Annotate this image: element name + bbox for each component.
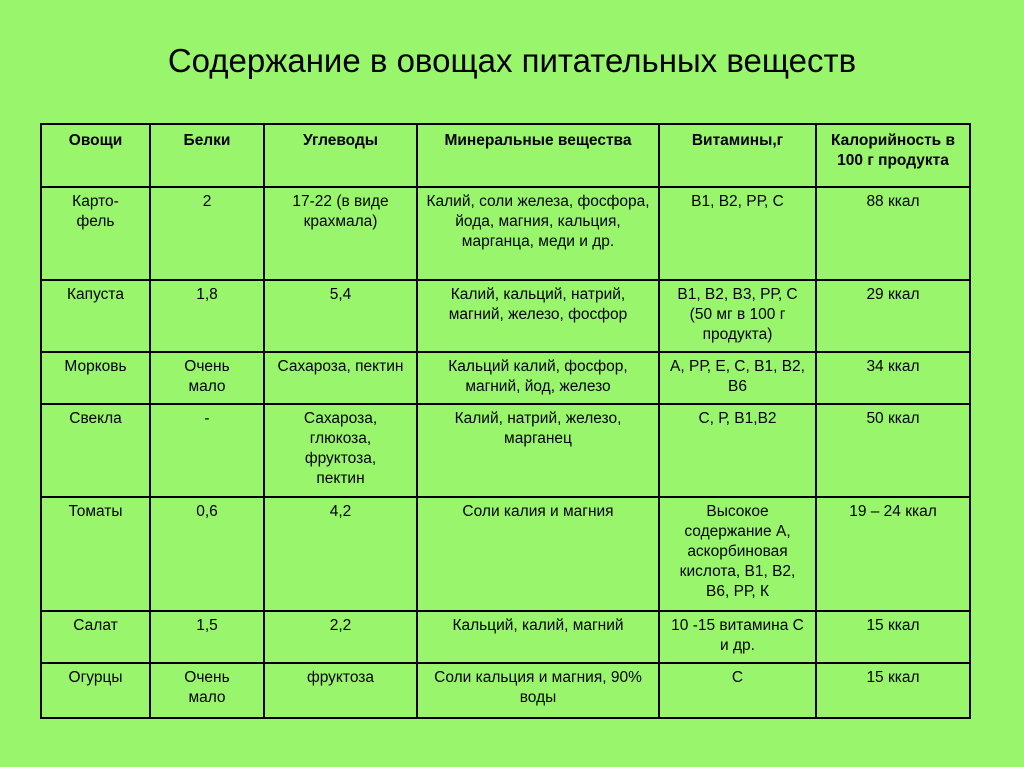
table-row bbox=[41, 280, 970, 352]
cell-carbohydrates: Сахароза, глюкоза, фруктоза, пектин bbox=[264, 404, 417, 497]
cell-carbohydrates: фруктоза bbox=[264, 663, 417, 718]
cell-proteins: 2 bbox=[150, 187, 264, 280]
header-calories: Калорийность в 100 г продукта bbox=[816, 124, 970, 187]
cell-minerals: Калий, кальций, натрий, магний, железо, фосфор bbox=[417, 280, 659, 352]
page-title: Содержание в овощах питательных веществ bbox=[167, 42, 857, 79]
cell-minerals: Соли кальция и магния, 90% воды bbox=[417, 663, 659, 718]
header-proteins: Белки bbox=[150, 124, 264, 187]
cell-vegetable: Свекла bbox=[41, 404, 150, 497]
table-row bbox=[41, 352, 970, 404]
cell-vegetable: Томаты bbox=[41, 497, 150, 611]
cell-carbohydrates: 17-22 (в виде крахмала) bbox=[264, 187, 417, 280]
cell-calories: 19 – 24 ккал bbox=[816, 497, 970, 611]
cell-proteins: - bbox=[150, 404, 264, 497]
cell-calories: 34 ккал bbox=[816, 352, 970, 404]
cell-vegetable: Огурцы bbox=[41, 663, 150, 718]
cell-vegetable: Салат bbox=[41, 611, 150, 663]
cell-minerals: Кальций, калий, магний bbox=[417, 611, 659, 663]
header-minerals: Минеральные вещества bbox=[417, 124, 659, 187]
cell-vitamins: А, РР, Е, С, В1, В2, В6 bbox=[659, 352, 816, 404]
table-row bbox=[41, 611, 970, 663]
cell-vegetable: Капуста bbox=[41, 280, 150, 352]
cell-vitamins: С bbox=[659, 663, 816, 718]
cell-vitamins: 10 -15 витамина С и др. bbox=[659, 611, 816, 663]
header-carbohydrates: Углеводы bbox=[264, 124, 417, 187]
cell-vitamins: В1, В2, РР, С bbox=[659, 187, 816, 280]
nutrients-table bbox=[40, 123, 971, 719]
cell-carbohydrates: 2,2 bbox=[264, 611, 417, 663]
table-row bbox=[41, 663, 970, 718]
cell-proteins: 1,5 bbox=[150, 611, 264, 663]
cell-proteins: 1,8 bbox=[150, 280, 264, 352]
cell-vitamins: В1, В2, В3, РР, С (50 мг в 100 г продукта) bbox=[659, 280, 816, 352]
cell-calories: 50 ккал bbox=[816, 404, 970, 497]
cell-carbohydrates: 4,2 bbox=[264, 497, 417, 611]
table-header-row bbox=[41, 124, 970, 187]
cell-calories: 15 ккал bbox=[816, 663, 970, 718]
cell-calories: 15 ккал bbox=[816, 611, 970, 663]
header-vitamins: Витамины,г bbox=[659, 124, 816, 187]
cell-vegetable: Карто-фель bbox=[41, 187, 150, 280]
cell-vegetable: Морковь bbox=[41, 352, 150, 404]
cell-proteins: 0,6 bbox=[150, 497, 264, 611]
cell-proteins: Очень мало bbox=[150, 663, 264, 718]
table-row bbox=[41, 187, 970, 280]
cell-minerals: Соли калия и магния bbox=[417, 497, 659, 611]
cell-vitamins: Высокое содержание А, аскорбиновая кислота, В1, В2, В6, РР, К bbox=[659, 497, 816, 611]
cell-minerals: Калий, соли железа, фосфора, йода, магния, кальция, марганца, меди и др. bbox=[417, 187, 659, 280]
cell-carbohydrates: 5,4 bbox=[264, 280, 417, 352]
table-row bbox=[41, 497, 970, 611]
header-vegetables: Овощи bbox=[41, 124, 150, 187]
cell-minerals: Калий, натрий, железо, марганец bbox=[417, 404, 659, 497]
cell-carbohydrates: Сахароза, пектин bbox=[264, 352, 417, 404]
cell-calories: 88 ккал bbox=[816, 187, 970, 280]
table-row bbox=[41, 404, 970, 497]
cell-minerals: Кальций калий, фосфор, магний, йод, железо bbox=[417, 352, 659, 404]
cell-vitamins: С, Р, В1,В2 bbox=[659, 404, 816, 497]
cell-calories: 29 ккал bbox=[816, 280, 970, 352]
cell-proteins: Очень мало bbox=[150, 352, 264, 404]
